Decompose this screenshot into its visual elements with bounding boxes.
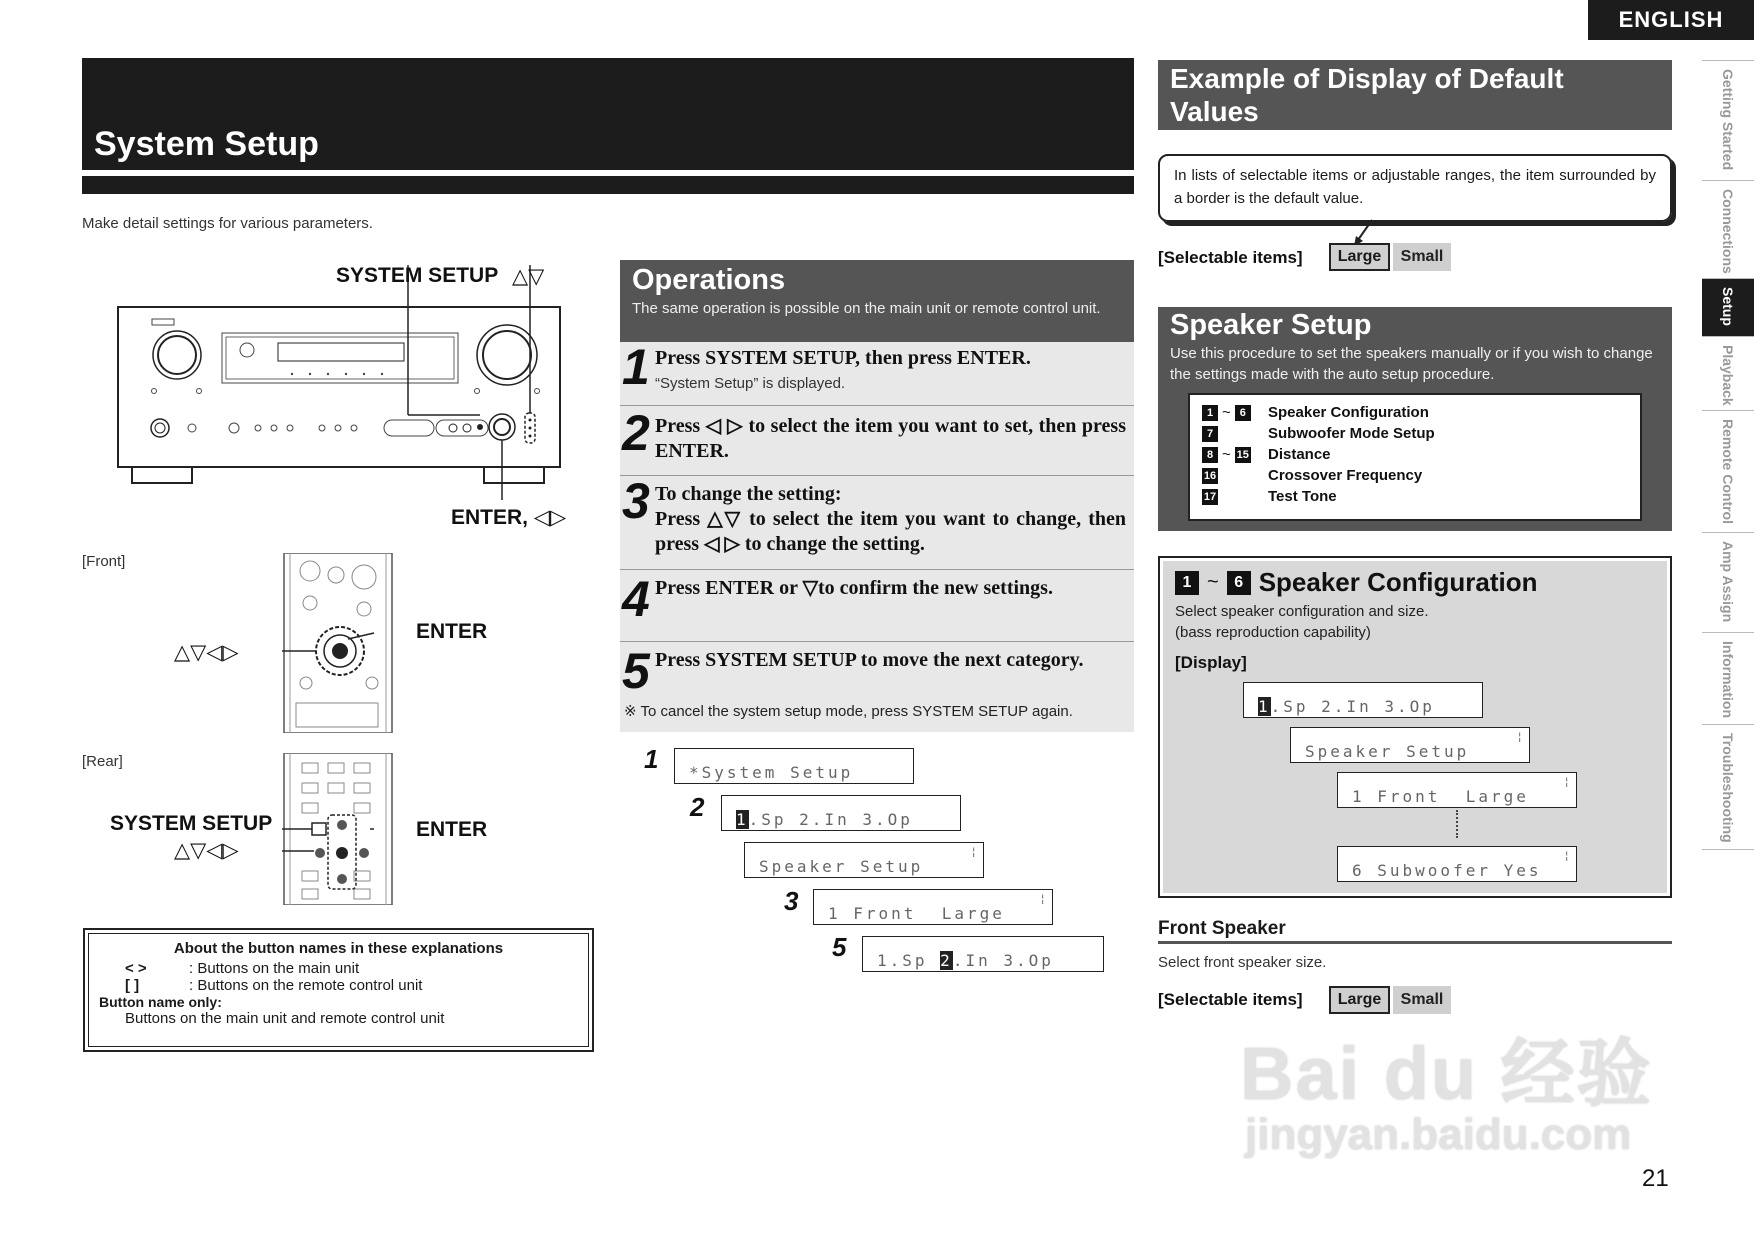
cancel-note: ※ To cancel the system setup mode, press SYSTEM SETUP again. <box>624 703 1073 720</box>
speaker-configuration-desc: Select speaker configuration and size. (bass reproduction capability) <box>1175 603 1429 641</box>
title-bar <box>82 58 1134 170</box>
operations-title: Operations <box>632 264 786 296</box>
step-subtext: “System Setup” is displayed. <box>655 375 846 392</box>
front-default-chip: Large <box>1329 986 1390 1014</box>
menu-item-subwoofer-mode[interactable]: 7 Subwoofer Mode Setup <box>1202 423 1628 444</box>
operations-subtitle: The same operation is possible on the main unit or remote control unit. <box>632 300 1101 317</box>
front-option-chip: Small <box>1393 986 1451 1014</box>
step-number: 5 <box>622 643 650 699</box>
example-note-box: In lists of selectable items or adjustable ranges, the item surrounded by a border is the default value. <box>1158 154 1672 222</box>
lcd-menu-in: 1.Sp 2.In 3.Op <box>862 936 1104 972</box>
language-tab: ENGLISH <box>1588 0 1754 40</box>
lcd-speaker-setup: Speaker Setup ¦ <box>744 842 984 878</box>
ellipsis-connector <box>1456 810 1458 838</box>
example-title: Example of Display of Default Values <box>1170 63 1564 127</box>
speaker-setup-menu <box>1188 393 1642 521</box>
display-step-number: 3 <box>784 886 799 916</box>
lcd-system-setup: *System Setup <box>674 748 914 784</box>
menu-item-test-tone[interactable]: 17 Test Tone <box>1203 488 1337 505</box>
label-enter-left-right: ENTER, ◁▷ <box>451 506 567 529</box>
speaker-setup-text: Use this procedure to set the speakers manually or if you wish to change the settings made with the auto setup procedure. <box>1170 345 1653 383</box>
label-arrows-rear: △▽◁▷ <box>174 839 239 862</box>
default-item-chip: Large <box>1329 243 1390 271</box>
lcd-cfg-front-large: 1 Front Large ¦ <box>1337 772 1577 808</box>
step-number: 3 <box>622 473 650 529</box>
tab-setup[interactable]: Setup <box>1702 278 1754 336</box>
button-names-title: About the button names in these explanations <box>173 940 504 957</box>
remote-front-illustration <box>282 553 397 733</box>
tab-remote-control[interactable]: Remote Control <box>1702 410 1754 532</box>
step-number: 1 <box>622 339 650 395</box>
step-2 <box>620 406 1134 476</box>
front-selectable-label: [Selectable items] <box>1158 990 1303 1009</box>
label-arrows-front: △▽◁▷ <box>174 641 239 664</box>
lcd-front-large: 1 Front Large ¦ <box>813 889 1053 925</box>
display-step-number: 5 <box>832 932 847 962</box>
step-text: Press ◁ ▷ to select the item you want to set, then press ENTER. <box>655 415 1126 462</box>
front-speaker-heading: Front Speaker <box>1158 918 1672 944</box>
intro-text: Make detail settings for various parameters. <box>82 215 373 232</box>
label-up-down-arrows: △▽ <box>512 265 545 288</box>
step-1 <box>620 339 1134 406</box>
label-rear: [Rear] <box>82 753 123 770</box>
speaker-setup-title: Speaker Setup <box>1170 309 1372 341</box>
main-unit-text: : Buttons on the main unit <box>189 960 360 977</box>
label-system-setup-main: SYSTEM SETUP <box>336 264 499 287</box>
step-text: Press SYSTEM SETUP to move the next category. <box>655 649 1084 671</box>
label-system-setup-remote: SYSTEM SETUP <box>110 812 273 835</box>
menu-item-crossover[interactable]: 16 Crossover Frequency <box>1203 467 1423 484</box>
menu-item-speaker-configuration[interactable]: 1 ~ 6 Speaker Configuration <box>1202 402 1628 423</box>
button-names-box <box>83 928 594 1052</box>
main-unit-symbol: < > <box>125 960 147 977</box>
step-3 <box>620 473 1134 570</box>
speaker-configuration-title: 1 ~ 6 Speaker Configuration <box>1175 567 1538 598</box>
option-item-chip: Small <box>1393 243 1451 271</box>
step-heading: To change the setting: <box>655 483 842 505</box>
name-only-text: Buttons on the main unit and remote control unit <box>125 1010 445 1027</box>
title-rule <box>82 176 1134 194</box>
remote-rear-illustration <box>282 753 397 905</box>
menu-item-distance[interactable]: 8 ~ 15 Distance <box>1202 444 1628 465</box>
lcd-cfg-menu: 1.Sp 2.In 3.Op <box>1243 682 1483 718</box>
operations-header <box>620 260 1134 342</box>
step-4 <box>620 570 1134 642</box>
display-step-number: 1 <box>644 744 659 774</box>
step-text: Press △▽ to select the item you want to change, then press ◁ ▷ to change the setting. <box>655 508 1126 555</box>
page-title: System Setup <box>94 125 319 163</box>
label-enter-front: ENTER <box>416 620 488 643</box>
page-number: 21 <box>1642 1165 1669 1192</box>
tab-playback[interactable]: Playback <box>1702 336 1754 410</box>
receiver-front-panel-illustration <box>82 255 602 525</box>
remote-text: : Buttons on the remote control unit <box>189 977 423 994</box>
watermark-logo: Bai du 经验 <box>1240 1032 1653 1115</box>
side-tabs <box>1702 60 1754 850</box>
step-5 <box>620 642 1134 732</box>
front-speaker-desc: Select front speaker size. <box>1158 954 1327 971</box>
tab-troubleshooting[interactable]: Troubleshooting <box>1702 724 1754 850</box>
example-header <box>1158 60 1672 130</box>
label-enter-rear: ENTER <box>416 818 488 841</box>
lcd-cfg-subwoofer: 6 Subwoofer Yes ¦ <box>1337 846 1577 882</box>
speaker-configuration-panel <box>1158 556 1672 898</box>
selectable-items-label: [Selectable items] <box>1158 248 1303 267</box>
display-label: [Display] <box>1175 653 1247 672</box>
operations-steps <box>620 339 1134 732</box>
remote-symbol: [ ] <box>125 977 140 994</box>
tab-information[interactable]: Information <box>1702 632 1754 724</box>
step-number: 2 <box>622 405 650 461</box>
step-number: 4 <box>622 571 650 627</box>
name-only-label: Button name only: <box>99 994 222 1010</box>
tab-getting-started[interactable]: Getting Started <box>1702 60 1754 180</box>
tab-amp-assign[interactable]: Amp Assign <box>1702 532 1754 632</box>
watermark-url: jingyan.baidu.com <box>1245 1110 1632 1159</box>
label-front: [Front] <box>82 553 126 570</box>
tab-connections[interactable]: Connections <box>1702 180 1754 278</box>
lcd-menu-sp: 1.Sp 2.In 3.Op <box>721 795 961 831</box>
lcd-cfg-speaker-setup: Speaker Setup ¦ <box>1290 727 1530 763</box>
display-step-number: 2 <box>690 792 705 822</box>
step-text: Press SYSTEM SETUP, then press ENTER. <box>655 347 1031 369</box>
step-text: Press ENTER or ▽to confirm the new settings. <box>655 577 1053 599</box>
speaker-setup-panel <box>1158 307 1672 531</box>
